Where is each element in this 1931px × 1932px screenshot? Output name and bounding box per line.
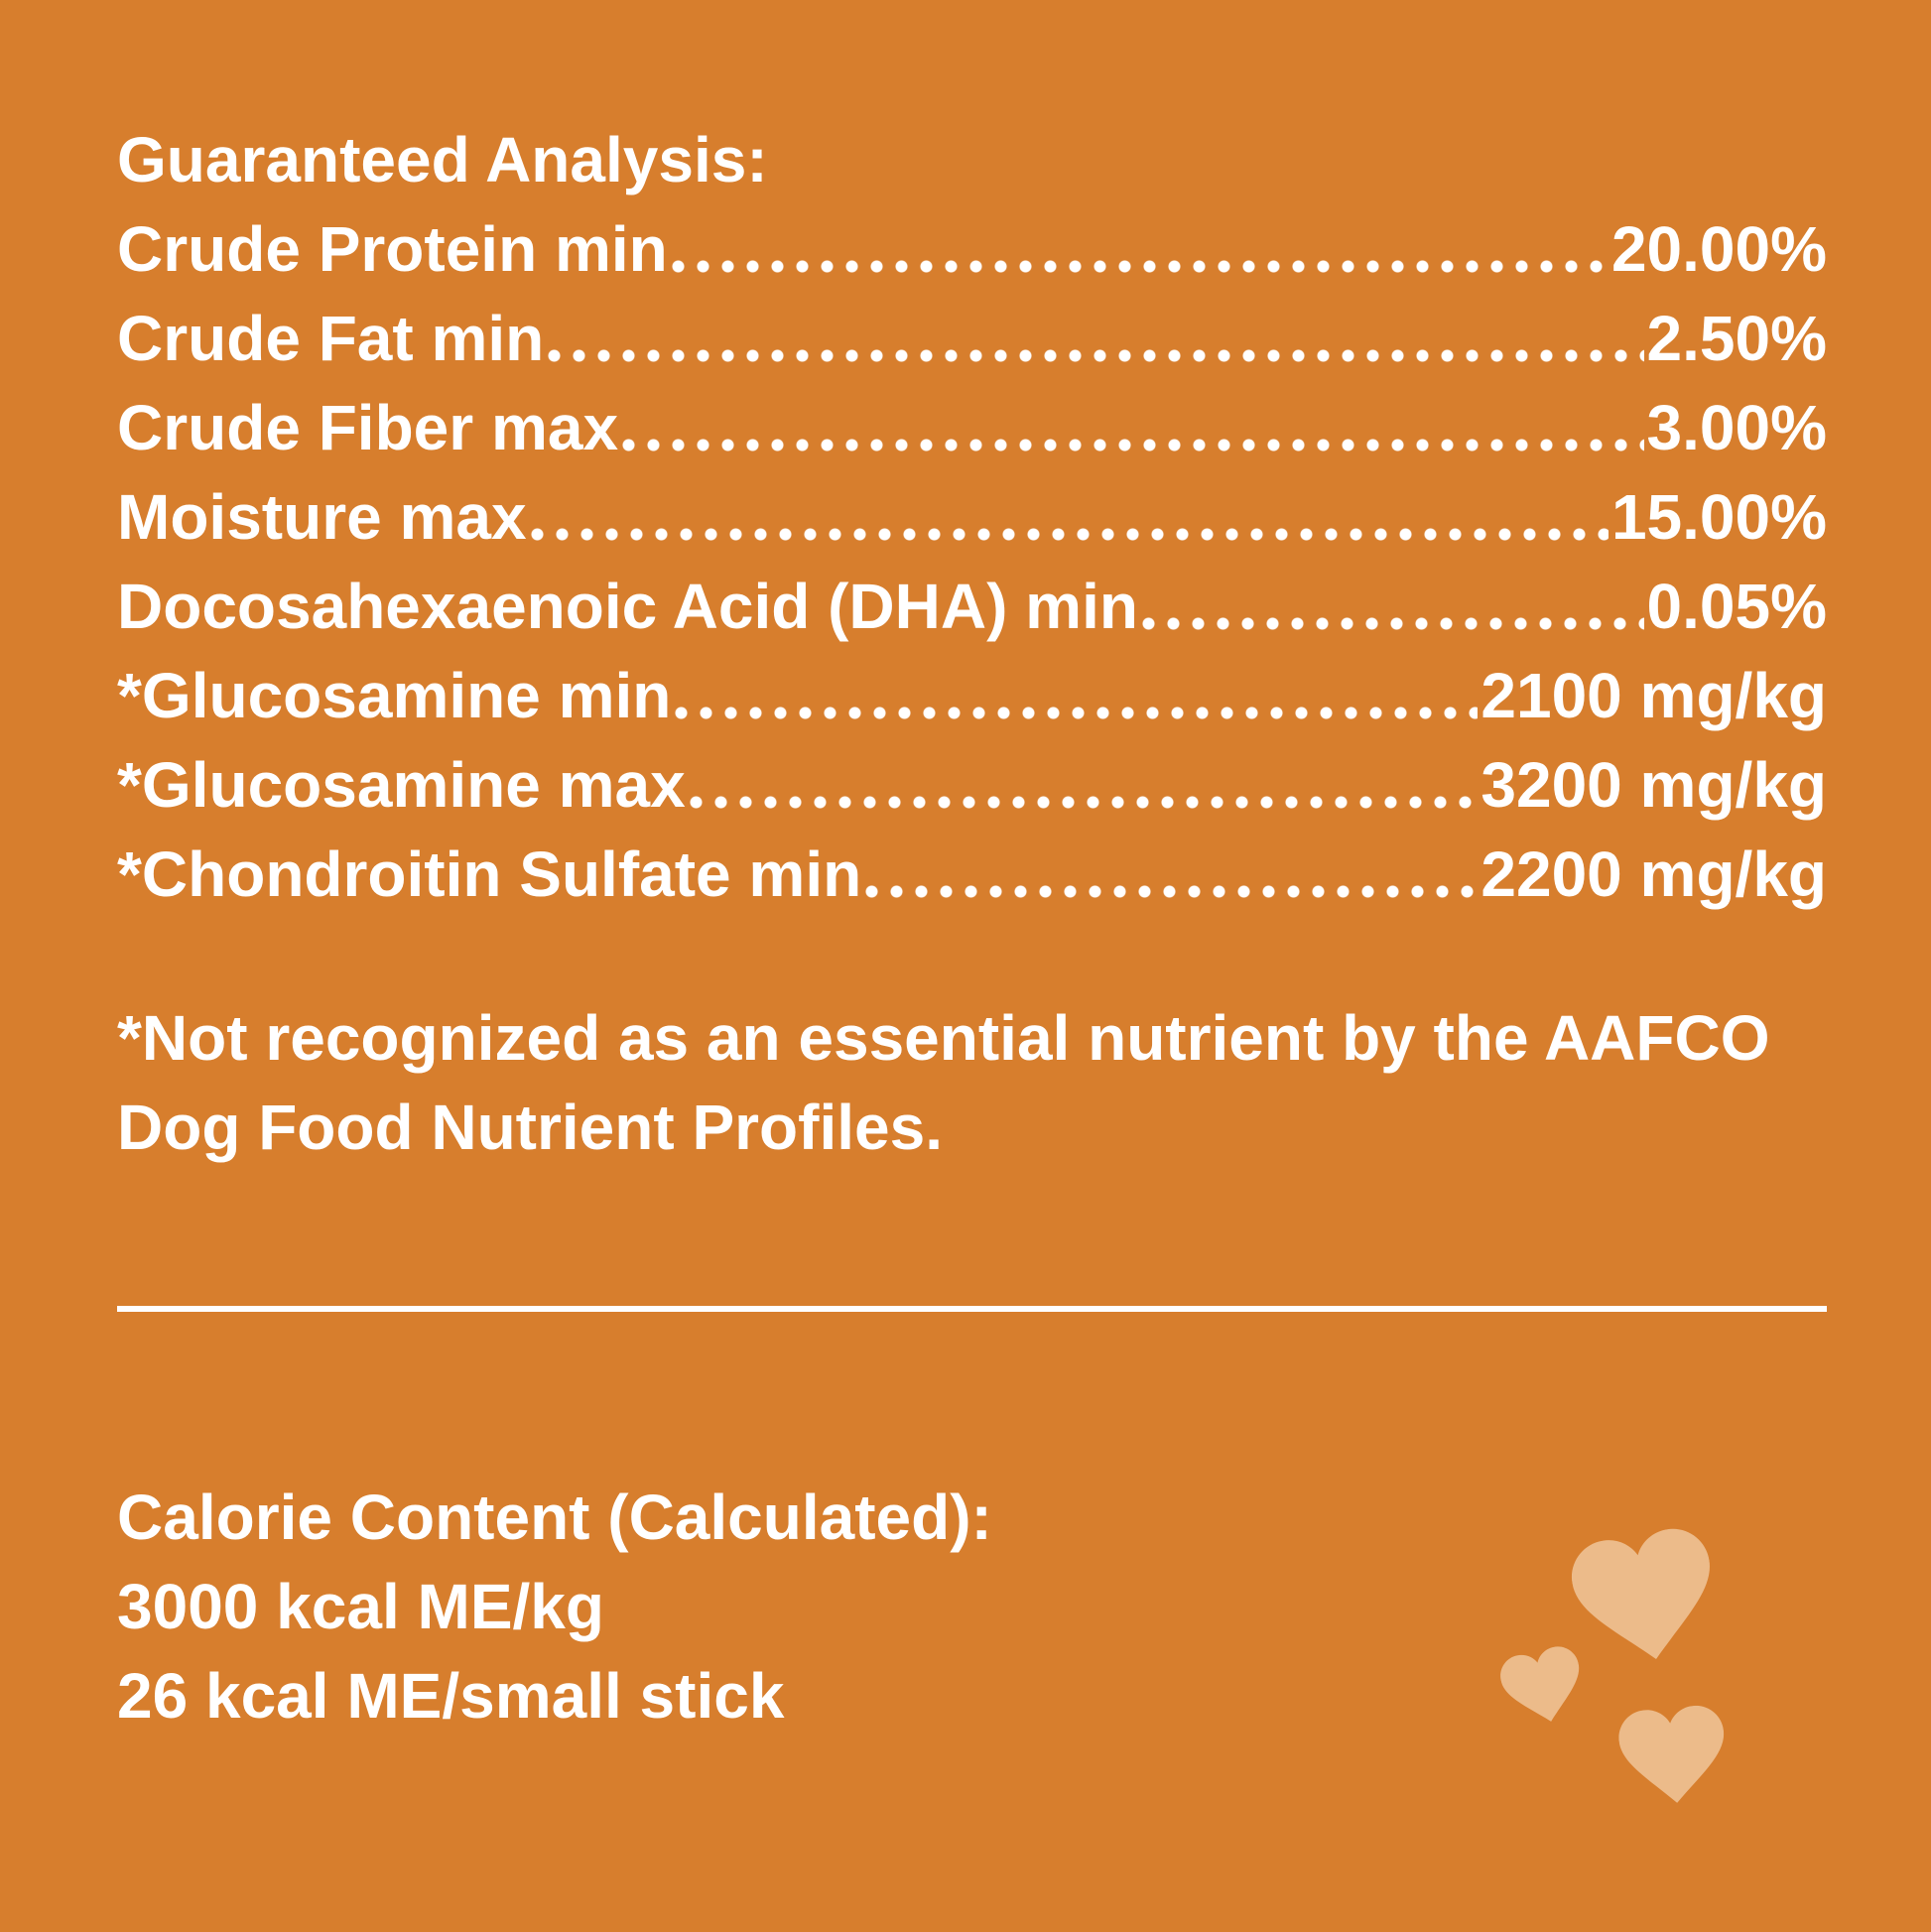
analysis-row: [117, 740, 1827, 830]
analysis-row-label: *Glucosamine max: [117, 749, 686, 821]
analysis-row-label: Moisture max: [117, 481, 527, 553]
calorie-content-title: Calorie Content (Calculated):: [117, 1481, 992, 1553]
analysis-row-label: *Glucosamine min: [117, 660, 672, 731]
dotted-leader: [690, 796, 1479, 809]
analysis-row: [117, 383, 1827, 472]
analysis-row: [117, 651, 1827, 740]
analysis-row-value: 2.50%: [1646, 303, 1827, 374]
analysis-row: [117, 472, 1827, 562]
dotted-leader: [1142, 617, 1644, 630]
dotted-leader: [531, 528, 1609, 541]
section-divider: [117, 1306, 1827, 1312]
analysis-row: [117, 204, 1827, 294]
dotted-leader: [672, 260, 1609, 273]
analysis-row-label: Crude Protein min: [117, 213, 668, 285]
dotted-leader: [622, 439, 1644, 451]
analysis-row-value: 2200 mg/kg: [1480, 838, 1827, 910]
analysis-row-label: Docosahexaenoic Acid (DHA) min: [117, 571, 1138, 642]
analysis-row: [117, 294, 1827, 383]
analysis-row-label: *Chondroitin Sulfate min: [117, 838, 862, 910]
footnote-line: *Not recognized as an essential nutrient by the AAFCO: [117, 1002, 1770, 1074]
footnote-line: Dog Food Nutrient Profiles.: [117, 1092, 943, 1163]
analysis-row-label: Crude Fiber max: [117, 392, 619, 463]
analysis-row-value: 2100 mg/kg: [1480, 660, 1827, 731]
dotted-leader: [865, 885, 1478, 898]
analysis-row-value: 3.00%: [1646, 392, 1827, 463]
heart-icon: [1616, 1704, 1730, 1808]
analysis-row-label: Crude Fat min: [117, 303, 545, 374]
guaranteed-analysis-title: Guaranteed Analysis:: [117, 124, 768, 195]
calorie-content-line: 3000 kcal ME/kg: [117, 1571, 604, 1642]
analysis-row-value: 20.00%: [1610, 213, 1827, 285]
analysis-row-value: 0.05%: [1646, 571, 1827, 642]
analysis-row: [117, 562, 1827, 651]
analysis-row-value: 15.00%: [1610, 481, 1827, 553]
dotted-leader: [548, 349, 1643, 362]
analysis-row: [117, 830, 1827, 919]
dotted-leader: [675, 707, 1478, 719]
aafco-footnote: [117, 993, 1827, 1172]
heart-icon: [1566, 1523, 1725, 1671]
calorie-content-line: 26 kcal ME/small stick: [117, 1660, 785, 1732]
analysis-row-value: 3200 mg/kg: [1480, 749, 1827, 821]
